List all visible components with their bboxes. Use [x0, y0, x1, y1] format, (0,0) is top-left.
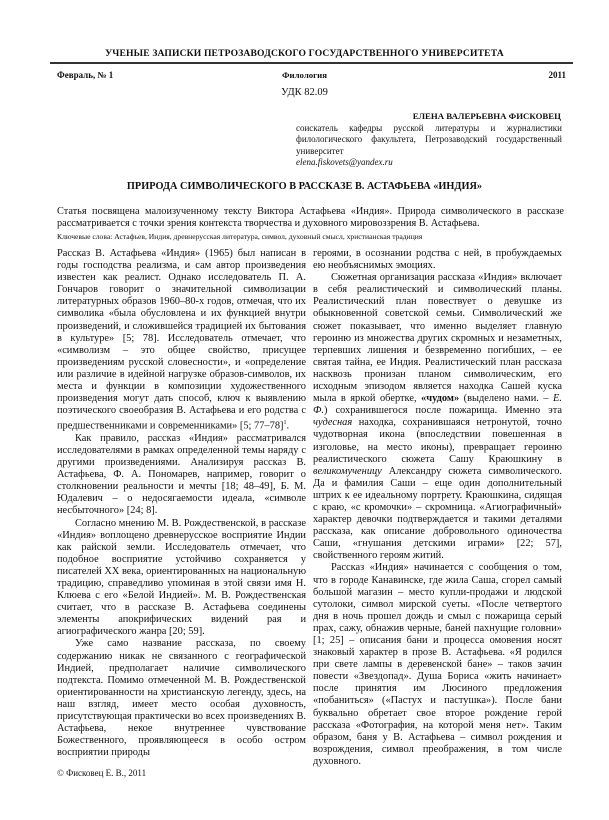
emphasis-italic: чудесная — [313, 417, 353, 429]
footnote-marker[interactable]: 1 — [283, 420, 287, 427]
issue-label: Февраль, № 1 — [57, 70, 114, 80]
emphasis-italic: великомученицу — [313, 465, 382, 477]
author-affiliation — [296, 123, 562, 168]
paragraph — [57, 248, 306, 433]
paragraph-text: Сюжетная организация рассказа «Индия» включает в себя реалистический и символический планы. Реалистический план повествует о девушке из обыкновенной советской семьи. Символический же сюжет показывает, что именно выделяет главную героиню из множества других скромных и незаметных, терпевших лишения и безвременно погибших, – ее святая тайна, ее Индия. Реалистический план рассказа насквозь пронизан планом символическим, его исходным эпизодом является находка Сашей куска мыла в яркой обертке, — [313, 272, 562, 405]
udk-code: УДК 82.09 — [281, 87, 328, 98]
paragraph-text: ) сохранившегося после пожарища. Именно эта — [323, 405, 562, 417]
paragraph: Рассказ «Индия» начинается с сообщения о том, что в городе Канавинске, где жила Саша, сгорел самый большой магазин – место купли-продажи и людской сутолоки, символ мирской суеты. «После четвертого дня в ночь прошел дождь и смыл с пожарища серый прах, сажу, обнажив черные, баней пахнущие головни» [1; 25] – описания бани и процесса омовения носят знаковый характер в прозе В. Астафьева. «Я родился при свете лампы в деревенской бане» – таков зачин повести «Звездопад». Душа Бориса «жить начинает» после принятия им Люсиного предложения «побаниться» («Пастух и пастушка»). После бани буквально обретает свое второе рождение герой рассказа «Фотография, на которой меня нет». Таким образом, баня у В. Астафьева – символ рождения и возрождения, символ преображения, в том числе духовного. — [313, 562, 562, 767]
emphasis-bold: «чудом» — [421, 393, 460, 405]
paragraph-text: Рассказ В. Астафьева «Индия» (1965) был написан в годы господства реализма, и сам автор произведения известен как реалист. Однако исследователь П. А. Гончаров говорит о значительной символизации литературных образов 1960–80-х годов, отмечая, что их символика «была обусловлена и их функцией внутри произведений, и сложившейся традицией их бытования в культуре» [5; 78]. Исследователь отмечает, что «символизм – это общее свойство, присущее произведениям русской словесности», и «определение или различие в идейной нагрузке образов-символов, их места и функции в композиции художественного произведения могут дать способ, ключ к выявлению поэтического своеобразия В. Астафьева и его родства с предшественниками и современниками» [5; 77–78] — [57, 248, 306, 432]
article-title: ПРИРОДА СИМВОЛИЧЕСКОГО В РАССКАЗЕ В. АСТАФЬЕВА «ИНДИЯ» — [126, 181, 483, 192]
paragraph: Как правило, рассказ «Индия» рассматривался исследователями в рамках определенной темы наряду с другими произведениями. Анализируя рассказ В. Астафьева, Ф. А. Пономарев, например, говорит о столкновении реальности и мечты [18; 48–49], Б. М. Юдалевич – о недосягаемости идеала, «символе несбыточного» [24; 8]. — [57, 432, 306, 517]
header-rule — [50, 62, 573, 64]
left-column — [57, 248, 306, 759]
journal-title: УЧЕНЫЕ ЗАПИСКИ ПЕТРОЗАВОДСКОГО ГОСУДАРСТВЕННОГО УНИВЕРСИТЕТА — [105, 48, 504, 59]
paragraph-text: (выделено нами. – — [459, 393, 554, 405]
right-column — [313, 248, 562, 768]
keywords: Ключевые слова: Астафьев, Индия, древнерусская литература, символ, духовный смысл, христианская традиция — [57, 232, 423, 241]
author-email[interactable]: elena.fiskovets@yandex.ru — [296, 156, 393, 167]
paragraph-text: . — [286, 420, 290, 432]
paragraph-text: Александру сюжета символического. Да и фамилия Саши – еще один дополнительный штрих к ее идеальному портрету. Краюшкина, сидящая с краю, «с кромочки» – скромница. «Агиографичный» характер девочки подтверждается и такими деталями рассказа, как описание добровольного одиночества Саши, «гнушания детскими играми» [22; 57], свойственного героям житий. — [313, 465, 562, 562]
affiliation-text: соискатель кафедры русской литературы и журналистики филологического факультета, Петрозаводский государственный университет — [296, 123, 562, 156]
copyright-notice: © Фисковец Е. В., 2011 — [57, 768, 147, 778]
paragraph — [313, 272, 562, 562]
paragraph: Уже само название рассказа, по своему содержанию никак не связанного с географической Индией, предполагает наличие символического подтекста. Помимо отмеченной М. В. Рождественской ориентированности на христианскую легенду, здесь, на наш взгляд, имеет место особая духовность, присутствующая практически во всех произведениях В. Астафьева, некое внутреннее чувствование Божественного, проявляющееся в особо остром восприятии природы — [57, 638, 306, 759]
paragraph: Согласно мнению М. В. Рождественской, в рассказе «Индия» воплощено древнерусское восприятие Индии как райской земли. Исследователь отмечает, что подобное восприятие устойчиво сохраняется у писателей XX века, ориентированных на национальную традицию, справедливо упоминая в этой связи имя Н. Клюева с его «Белой Индией». М. В. Рождественская считает, что в рассказе В. Астафьева соединены элементы апокрифических видений рая и агиографического жанра [20; 59]. — [57, 517, 306, 638]
paragraph-text: находка, сохранившаяся нетронутой, точно чудотворная икона (впоследствии повешенная в изголовье, на место иконы), превращает героиню реалистического сюжета Сашу Краюшкину в — [313, 417, 562, 465]
section-label: Филология — [282, 70, 327, 80]
paragraph: героями, в осознании родства с ней, в пробуждаемых ею необъяснимых эмоциях. — [313, 248, 562, 272]
emphasis-italic: Е. Ф. — [313, 393, 562, 417]
year-label: 2011 — [548, 70, 566, 80]
author-name: ЕЛЕНА ВАЛЕРЬЕВНА ФИСКОВЕЦ — [412, 111, 561, 121]
abstract: Статья посвящена малоизученному тексту Виктора Астафьева «Индия». Природа символического в рассказе рассматривается с точки зрения контекста творчества и духовного мировоззрения В. Астафьева. — [57, 206, 564, 229]
